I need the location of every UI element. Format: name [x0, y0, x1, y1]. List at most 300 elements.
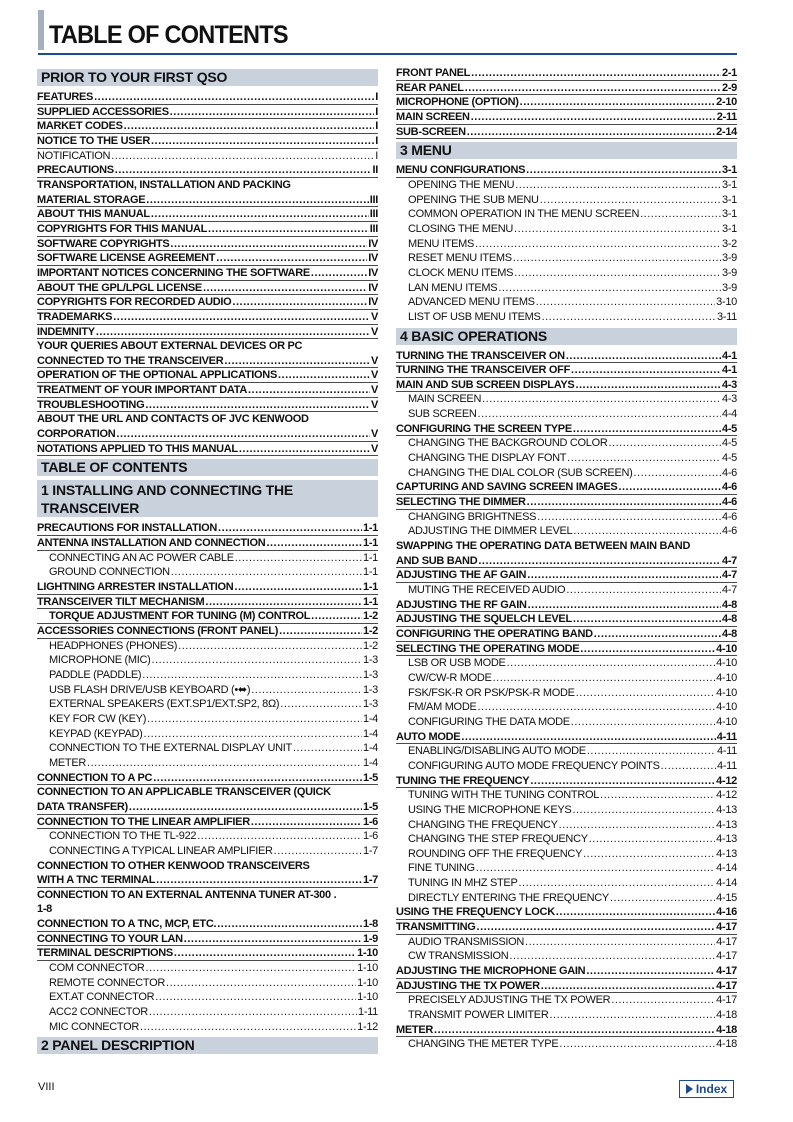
dot-leader: [124, 119, 375, 134]
toc-entry[interactable]: [396, 920, 737, 935]
toc-entry-label: PADDLE (PADDLE): [49, 668, 142, 681]
toc-entry-label: PRECAUTIONS: [37, 164, 114, 177]
toc-entry[interactable]: [396, 568, 737, 583]
toc-page-ref: 4-17: [716, 994, 737, 1007]
dot-leader: [482, 392, 721, 407]
toc-entry[interactable]: [396, 349, 737, 364]
dot-leader: [514, 222, 721, 237]
toc-page-ref: 4-16: [716, 906, 737, 919]
toc-entry[interactable]: [37, 119, 378, 134]
toc-page-ref: 4-8: [722, 613, 737, 626]
toc-entry-label: SOFTWARE LICENSE AGREEMENT: [37, 252, 216, 265]
toc-subentry[interactable]: [396, 656, 737, 671]
toc-entry-label: MICROPHONE (MIC): [49, 654, 151, 667]
toc-subentry[interactable]: [37, 683, 378, 698]
dot-leader: [611, 993, 715, 1008]
toc-subentry[interactable]: [396, 759, 737, 774]
page-title: TABLE OF CONTENTS: [49, 21, 288, 49]
toc-entry-label: ADJUSTING THE RF GAIN: [396, 598, 527, 611]
index-button[interactable]: [679, 1080, 734, 1098]
dot-leader: [235, 551, 362, 566]
toc-entry[interactable]: [37, 149, 378, 164]
toc-subentry[interactable]: [396, 207, 737, 222]
toc-entry-label: CONNECTION TO AN EXTERNAL ANTENNA TUNER AT-300 .: [37, 888, 337, 901]
toc-subentry[interactable]: [37, 741, 378, 756]
toc-subentry[interactable]: [37, 727, 378, 742]
dot-leader: [566, 583, 721, 598]
toc-page-ref: III: [369, 208, 378, 221]
toc-entry: [396, 539, 737, 554]
dot-leader: [145, 398, 370, 413]
dot-leader: [567, 451, 721, 466]
toc-subentry[interactable]: [396, 295, 737, 310]
dot-leader: [208, 222, 369, 237]
toc-subentry[interactable]: [396, 407, 737, 422]
toc-entry-label: TROUBLESHOOTING: [37, 398, 145, 411]
toc-entry[interactable]: [37, 815, 378, 830]
dot-leader: [216, 251, 367, 266]
toc-entry: [37, 412, 378, 427]
toc-page-ref: V: [370, 325, 378, 338]
toc-entry-label: ABOUT THE GPL/LPGL LICENSE: [37, 281, 202, 294]
toc-entry[interactable]: [396, 81, 737, 96]
toc-page-ref: 4-10: [716, 701, 737, 714]
dot-leader: [218, 521, 362, 536]
toc-subentry[interactable]: [396, 847, 737, 862]
toc-entry-label: ENABLING/DISABLING AUTO MODE: [408, 745, 586, 758]
dot-leader: [115, 163, 372, 178]
dot-leader: [536, 295, 715, 310]
toc-entry[interactable]: [396, 480, 737, 495]
dot-leader: [311, 609, 362, 624]
toc-page-ref: 4-18: [716, 1009, 737, 1022]
toc-entry[interactable]: [37, 105, 378, 120]
toc-entry-label: OPERATION OF THE OPTIONAL APPLICATIONS: [37, 369, 277, 382]
toc-subentry[interactable]: [396, 251, 737, 266]
toc-page-ref: 4-1: [722, 364, 737, 377]
dot-leader: [96, 325, 370, 340]
dot-leader: [507, 656, 716, 671]
toc-entry[interactable]: [396, 774, 737, 789]
toc-page-ref: 4-13: [716, 818, 737, 831]
toc-subentry[interactable]: [37, 1005, 378, 1020]
toc-entry: [37, 785, 378, 800]
toc-entry-label: SELECTING THE OPERATING MODE: [396, 642, 580, 655]
toc-entry[interactable]: [396, 363, 737, 378]
toc-subentry[interactable]: [396, 524, 737, 539]
toc-page-ref: 4-14: [716, 877, 737, 890]
toc-entry[interactable]: [37, 595, 378, 610]
toc-subentry[interactable]: [396, 803, 737, 818]
dot-leader: [94, 90, 374, 105]
toc-subentry[interactable]: [396, 876, 737, 891]
toc-entry[interactable]: [37, 442, 378, 457]
toc-page-ref: I: [375, 149, 378, 162]
toc-page-ref: 4-17: [716, 965, 737, 978]
dot-leader: [542, 310, 716, 325]
toc-entry[interactable]: [37, 354, 378, 369]
toc-entry-label: FEATURES: [37, 91, 94, 103]
toc-page-ref: 1-5: [363, 771, 378, 784]
toc-subentry[interactable]: [396, 891, 737, 906]
toc-entry[interactable]: [396, 730, 737, 745]
toc-page-ref: 1-7: [363, 844, 378, 857]
toc-entry[interactable]: [37, 281, 378, 296]
toc-page-ref: 4-3: [722, 393, 737, 406]
toc-subentry[interactable]: [37, 1020, 378, 1035]
toc-entry-label: SUPPLIED ACCESSORIES: [37, 105, 169, 118]
toc-page-ref: 4-6: [722, 496, 737, 509]
toc-subentry[interactable]: [37, 756, 378, 771]
toc-page-ref: IV: [368, 281, 378, 294]
toc-subentry[interactable]: [396, 715, 737, 730]
dot-leader: [149, 1005, 357, 1020]
dot-leader: [493, 671, 716, 686]
toc-entry-label: PRECAUTIONS FOR INSTALLATION: [37, 522, 218, 535]
dot-leader: [170, 105, 375, 120]
toc-page-ref: 1-8: [363, 918, 378, 931]
toc-entry[interactable]: [396, 95, 737, 110]
toc-page-ref: 1-11: [358, 1006, 378, 1019]
dot-leader: [571, 715, 715, 730]
toc-entry-label: TRANSCEIVER TILT MECHANISM: [37, 595, 205, 608]
toc-entry-label: DIRECTLY ENTERING THE FREQUENCY: [408, 891, 609, 904]
toc-entry-label: COM CONNECTOR: [49, 962, 145, 975]
toc-subentry[interactable]: [396, 832, 737, 847]
toc-page-ref: 4-17: [716, 935, 737, 948]
dot-leader: [471, 110, 716, 125]
toc-page-ref: IV: [368, 296, 378, 309]
toc-subentry[interactable]: [396, 583, 737, 598]
toc-subentry[interactable]: [37, 829, 378, 844]
toc-entry-label: CONFIGURING THE SCREEN TYPE: [396, 422, 572, 435]
toc-entry[interactable]: [396, 627, 737, 642]
toc-entry[interactable]: [37, 624, 378, 639]
toc-page-ref: 3-11: [717, 310, 737, 323]
toc-page-ref: 4-13: [716, 847, 737, 860]
toc-subentry[interactable]: [37, 990, 378, 1005]
toc-entry[interactable]: [37, 222, 378, 237]
toc-entry[interactable]: [37, 398, 378, 413]
toc-entry-label: CONFIGURING AUTO MODE FREQUENCY POINTS: [408, 759, 660, 772]
toc-subentry[interactable]: [37, 551, 378, 566]
toc-page-ref: 3-1: [722, 222, 737, 235]
toc-entry-label: TREATMENT OF YOUR IMPORTANT DATA: [37, 384, 247, 397]
toc-entry-label: COPYRIGHTS FOR THIS MANUAL: [37, 222, 208, 235]
dot-leader: [583, 847, 715, 862]
toc-page-ref: 3-1: [722, 164, 737, 177]
dot-leader: [147, 712, 362, 727]
section-heading: 2 PANEL DESCRIPTION: [37, 1037, 378, 1054]
toc-page-ref: 4-14: [716, 862, 737, 875]
toc-page-ref: 1-1: [363, 537, 378, 550]
toc-entry[interactable]: [37, 771, 378, 786]
toc-page-ref: V: [370, 442, 378, 455]
dot-leader: [498, 281, 721, 296]
toc-page-ref: 1-10: [357, 947, 378, 960]
dot-leader: [311, 266, 367, 281]
toc-page-ref: 1-1: [363, 595, 378, 608]
toc-subentry[interactable]: [396, 392, 737, 407]
toc-subentry[interactable]: [37, 697, 378, 712]
toc-subentry[interactable]: [396, 949, 737, 964]
toc-page-ref: V: [370, 369, 378, 382]
toc-entry[interactable]: [37, 193, 378, 208]
toc-entry-label: CW TRANSMISSION: [408, 950, 509, 963]
dot-leader: [580, 642, 715, 657]
dot-leader: [234, 580, 362, 595]
dot-leader: [171, 565, 362, 580]
toc-entry-label: CHANGING THE METER TYPE: [408, 1038, 559, 1051]
toc-entry-label: CHANGING THE DIAL COLOR (SUB SCREEN): [408, 466, 633, 479]
toc-entry[interactable]: [396, 1023, 737, 1038]
toc-subentry[interactable]: [37, 712, 378, 727]
toc-entry[interactable]: [37, 536, 378, 551]
toc-entry-label: USING THE FREQUENCY LOCK: [396, 906, 555, 919]
toc-entry[interactable]: [37, 932, 378, 947]
toc-entry[interactable]: [37, 295, 378, 310]
toc-page-ref: 4-5: [722, 437, 737, 450]
toc-entry-label: REMOTE CONNECTOR: [49, 976, 166, 989]
toc-entry[interactable]: [37, 383, 378, 398]
toc-page-ref: 4-7: [722, 569, 737, 582]
dot-leader: [537, 510, 721, 525]
toc-page-ref: I: [375, 134, 378, 147]
toc-subentry[interactable]: [396, 861, 737, 876]
toc-entry-label: MIC CONNECTOR: [49, 1020, 140, 1033]
toc-subentry[interactable]: [396, 935, 737, 950]
toc-entry-label: ROUNDING OFF THE FREQUENCY: [408, 847, 583, 860]
toc-entry[interactable]: [396, 964, 737, 979]
dot-leader: [224, 354, 370, 369]
toc-entry-label: DATA TRANSFER): [37, 800, 128, 813]
dot-leader: [661, 759, 716, 774]
toc-page-ref: 4-1: [722, 349, 737, 362]
toc-page-ref: 4-6: [722, 481, 737, 494]
toc-page-ref: 3-2: [722, 237, 737, 250]
toc-entry[interactable]: [37, 368, 378, 383]
dot-leader: [634, 466, 721, 481]
toc-entry[interactable]: [37, 134, 378, 149]
toc-entry[interactable]: [37, 90, 378, 105]
toc-entry: [37, 178, 378, 193]
toc-subentry[interactable]: [37, 976, 378, 991]
toc-subentry[interactable]: [37, 639, 378, 654]
toc-entry[interactable]: [396, 66, 737, 81]
toc-entry-label: LIGHTNING ARRESTER INSTALLATION: [37, 581, 234, 594]
toc-entry: [37, 888, 378, 903]
toc-entry[interactable]: [37, 325, 378, 340]
toc-subentry[interactable]: [396, 818, 737, 833]
toc-entry-label: HEADPHONES (PHONES): [49, 639, 178, 652]
toc-entry-label: AND SUB BAND: [396, 554, 478, 567]
toc-subentry[interactable]: [37, 668, 378, 683]
toc-subentry[interactable]: [396, 510, 737, 525]
toc-entry-label: MARKET CODES: [37, 120, 123, 133]
toc-entry-label: CONFIGURING THE DATA MODE: [408, 715, 570, 728]
toc-page-ref: V: [370, 384, 378, 397]
toc-entry[interactable]: [396, 612, 737, 627]
toc-entry-label: ADJUSTING THE MICROPHONE GAIN: [396, 965, 586, 978]
toc-subentry[interactable]: [37, 844, 378, 859]
dot-leader: [166, 976, 356, 991]
toc-entry-label: OPENING THE SUB MENU: [408, 193, 539, 206]
toc-page-ref: 4-5: [722, 422, 737, 435]
toc-entry[interactable]: [396, 125, 737, 140]
toc-entry-label: AUDIO TRANSMISSION: [408, 935, 525, 948]
toc-entry[interactable]: [396, 598, 737, 613]
toc-subentry[interactable]: [396, 686, 737, 701]
toc-entry-label: TRANSMITTING: [396, 921, 476, 934]
toc-subentry[interactable]: [396, 1037, 737, 1052]
toc-entry-label: COPYRIGHTS FOR RECORDED AUDIO: [37, 296, 232, 309]
toc-entry[interactable]: [396, 163, 737, 178]
toc-subentry[interactable]: [396, 788, 737, 803]
toc-entry[interactable]: [396, 378, 737, 393]
toc-subentry[interactable]: [396, 993, 737, 1008]
dot-leader: [559, 1037, 715, 1052]
toc-subentry[interactable]: [396, 700, 737, 715]
toc-subentry[interactable]: [37, 653, 378, 668]
dot-leader: [559, 818, 716, 833]
toc-page-ref: 4-6: [722, 466, 737, 479]
toc-entry-label: CONNECTION TO THE LINEAR AMPLIFIER: [37, 815, 250, 828]
toc-subentry[interactable]: [37, 609, 378, 624]
dot-leader: [525, 935, 715, 950]
toc-entry-label: CONNECTION TO A PC: [37, 771, 153, 784]
toc-entry[interactable]: [396, 495, 737, 510]
dot-leader: [197, 829, 362, 844]
toc-subentry[interactable]: [37, 565, 378, 580]
dot-leader: [152, 653, 362, 668]
toc-page-ref: 2-14: [716, 125, 737, 138]
toc-page-ref: 4-5: [722, 452, 737, 465]
toc-entry-label: MENU CONFIGURATIONS: [396, 164, 526, 177]
toc-subentry[interactable]: [396, 178, 737, 193]
toc-entry[interactable]: [396, 642, 737, 657]
toc-subentry[interactable]: [396, 671, 737, 686]
toc-subentry[interactable]: [396, 222, 737, 237]
toc-entry-label: ADJUSTING THE AF GAIN: [396, 569, 527, 582]
toc-page-ref: 4-15: [716, 891, 737, 904]
toc-entry[interactable]: [396, 979, 737, 994]
toc-page-ref: 1-6: [363, 830, 378, 843]
dot-leader: [116, 427, 370, 442]
dot-leader: [113, 310, 370, 325]
toc-entry-label: AUTO MODE: [396, 730, 461, 743]
dot-leader: [153, 771, 362, 786]
toc-subentry[interactable]: [396, 310, 737, 325]
toc-page-ref: 4-18: [716, 1038, 737, 1051]
toc-entry-label: CONNECTION TO THE EXTERNAL DISPLAY UNIT: [49, 742, 292, 755]
toc-page-ref: 4-18: [716, 1023, 737, 1036]
toc-page-ref: 3-1: [722, 193, 737, 206]
toc-page-ref: 1-10: [357, 962, 378, 975]
toc-subentry[interactable]: [396, 281, 737, 296]
toc-subentry[interactable]: [37, 961, 378, 976]
toc-subentry[interactable]: [396, 466, 737, 481]
section-heading: 3 MENU: [396, 142, 737, 159]
play-arrow-icon: [686, 1084, 693, 1094]
toc-entry-label: REAR PANEL: [396, 81, 464, 94]
toc-subentry[interactable]: [396, 744, 737, 759]
toc-entry-label: ABOUT THE URL AND CONTACTS OF JVC KENWOOD: [37, 413, 309, 426]
section-heading: PRIOR TO YOUR FIRST QSO: [37, 69, 378, 86]
toc-entry-label: METER: [49, 756, 87, 769]
toc-entry[interactable]: [37, 427, 378, 442]
toc-subentry[interactable]: [396, 237, 737, 252]
toc-entry-label: TERMINAL DESCRIPTIONS: [37, 947, 173, 960]
toc-page-ref: 2-1: [722, 67, 737, 79]
dot-leader: [248, 383, 370, 398]
dot-leader: [266, 536, 362, 551]
toc-entry[interactable]: [37, 310, 378, 325]
toc-subentry[interactable]: [396, 266, 737, 281]
toc-entry[interactable]: [37, 873, 378, 888]
toc-entry-label: LIST OF USB MENU ITEMS: [408, 310, 541, 323]
toc-subentry[interactable]: [396, 436, 737, 451]
toc-entry-label: TRANSPORTATION, INSTALLATION AND PACKING: [37, 178, 291, 191]
toc-entry[interactable]: [396, 422, 737, 437]
toc-subentry[interactable]: [396, 1008, 737, 1023]
dot-leader: [527, 495, 721, 510]
toc-entry-label: ANTENNA INSTALLATION AND CONNECTION: [37, 537, 266, 550]
toc-entry[interactable]: [37, 800, 378, 815]
toc-page-ref: 1-3: [363, 654, 378, 667]
toc-page-ref: 1-2: [363, 610, 378, 623]
toc-entry[interactable]: [396, 554, 737, 569]
toc-entry-label: TURNING THE TRANSCEIVER OFF: [396, 364, 571, 377]
dot-leader: [478, 407, 721, 422]
toc-subentry[interactable]: [396, 193, 737, 208]
toc-entry-label: LSB OR USB MODE: [408, 657, 506, 670]
dot-leader: [528, 598, 721, 613]
toc-entry[interactable]: [37, 521, 378, 536]
dot-leader: [640, 207, 721, 222]
toc-page-ref: 4-12: [716, 774, 737, 787]
toc-subentry[interactable]: [396, 451, 737, 466]
toc-page-ref: 3-9: [722, 281, 737, 294]
toc-entry[interactable]: [37, 266, 378, 281]
toc-entry[interactable]: [37, 251, 378, 266]
toc-page-ref: 1-1: [363, 566, 378, 579]
toc-entry[interactable]: [396, 905, 737, 920]
toc-entry[interactable]: [37, 163, 378, 178]
toc-entry-label: CHANGING THE STEP FREQUENCY: [408, 833, 588, 846]
toc-entry-label: SOFTWARE COPYRIGHTS: [37, 237, 170, 250]
dot-leader: [87, 756, 362, 771]
toc-entry[interactable]: [37, 917, 378, 932]
toc-entry-label: CONFIGURING THE OPERATING BAND: [396, 627, 593, 640]
dot-leader: [526, 163, 721, 178]
toc-entry-label: CHANGING THE DISPLAY FONT: [408, 452, 567, 465]
toc-entry[interactable]: [37, 237, 378, 252]
toc-page-ref: 4-3: [722, 378, 737, 391]
dot-leader: [251, 815, 362, 830]
toc-entry[interactable]: [37, 946, 378, 961]
dot-leader: [586, 964, 715, 979]
toc-entry[interactable]: [396, 110, 737, 125]
toc-entry-label: CONNECTED TO THE TRANSCEIVER: [37, 354, 224, 367]
dot-leader: [513, 251, 721, 266]
toc-entry-label: TRANSMIT POWER LIMITER: [408, 1009, 549, 1022]
toc-entry-label: ABOUT THIS MANUAL: [37, 208, 150, 221]
toc-entry[interactable]: [37, 207, 378, 222]
toc-entry-label: OPENING THE MENU: [408, 178, 515, 191]
toc-entry-label: ADJUSTING THE DIMMER LEVEL: [408, 525, 573, 538]
toc-entry[interactable]: [37, 580, 378, 595]
dot-leader: [519, 876, 716, 891]
